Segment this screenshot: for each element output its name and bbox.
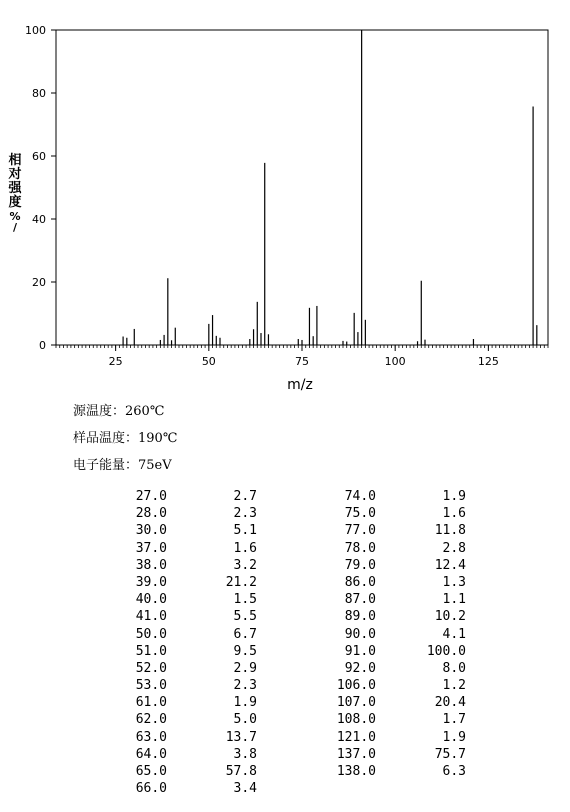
y-axis-label: 相对强度% / [8, 153, 22, 234]
x-tick-label: 50 [201, 355, 216, 368]
x-tick-label: 25 [108, 355, 123, 368]
table-cell: 78.0 [344, 540, 376, 556]
table-cell: 66.0 [135, 781, 167, 797]
table-cell: 2.9 [233, 660, 257, 676]
table-cell: 9.5 [233, 643, 257, 659]
table-cell: 20.4 [434, 695, 466, 711]
table-cell: 1.2 [442, 678, 466, 694]
table-cell: 1.6 [442, 506, 466, 522]
table-cell: 4.1 [442, 626, 466, 642]
table-cell: 106.0 [336, 678, 376, 694]
peak-bars [123, 30, 537, 345]
table-cell: 75.0 [344, 506, 376, 522]
table-cell: 77.0 [344, 523, 376, 539]
table-cell: 57.8 [225, 764, 257, 779]
table-cell: 92.0 [344, 660, 376, 676]
sample-temperature: 样品温度：190℃ [73, 431, 178, 446]
table-cell: 6.7 [233, 626, 257, 642]
table-cell: 3.8 [233, 746, 257, 762]
table-cell: 87.0 [344, 592, 376, 608]
table-cell: 1.7 [442, 712, 466, 728]
table-cell: 2.7 [233, 489, 257, 504]
x-tick-label: 100 [384, 355, 406, 368]
table-cell: 64.0 [135, 746, 167, 762]
table-cell: 1.9 [442, 489, 466, 504]
y-tick-label: 80 [32, 87, 46, 100]
table-cell: 5.5 [233, 609, 257, 625]
table-cell: 1.3 [442, 574, 466, 590]
table-cell: 41.0 [135, 609, 167, 625]
plot-frame [56, 30, 548, 345]
table-cell: 137.0 [336, 746, 376, 762]
table-cell: 1.6 [233, 540, 257, 556]
table-cell: 13.7 [225, 729, 257, 745]
table-cell: 8.0 [442, 660, 466, 676]
table-cell: 2.3 [233, 506, 257, 522]
table-cell: 3.2 [233, 557, 257, 573]
table-cell: 3.4 [233, 781, 257, 797]
y-tick-label: 20 [32, 276, 46, 289]
x-tick-label: 125 [477, 355, 499, 368]
y-tick-label: 100 [25, 24, 46, 37]
table-cell: 65.0 [135, 764, 167, 779]
table-cell: 27.0 [135, 489, 167, 504]
table-cell: 100.0 [426, 643, 466, 659]
table-cell: 1.5 [233, 592, 257, 608]
table-cell: 2.8 [442, 540, 466, 556]
table-cell: 37.0 [135, 540, 167, 556]
table-cell: 91.0 [344, 643, 376, 659]
table-cell: 40.0 [135, 592, 167, 608]
y-axis [25, 24, 56, 352]
table-cell: 21.2 [225, 574, 257, 590]
y-tick-label: 40 [32, 213, 46, 226]
x-axis-label: m/z [287, 377, 313, 393]
table-cell: 6.3 [442, 764, 466, 779]
table-cell: 79.0 [344, 557, 376, 573]
mz-column-left [136, 488, 167, 797]
y-tick-label: 0 [39, 339, 46, 352]
table-cell: 51.0 [135, 643, 167, 659]
table-cell: 62.0 [135, 712, 167, 728]
intensity-column-right [427, 488, 466, 780]
intensity-column-left [226, 488, 257, 797]
y-tick-label: 60 [32, 150, 46, 163]
table-cell: 53.0 [135, 678, 167, 694]
table-cell: 50.0 [135, 626, 167, 642]
table-cell: 1.1 [442, 592, 466, 608]
table-cell: 10.2 [434, 609, 466, 625]
table-cell: 11.8 [434, 523, 466, 539]
table-cell: 52.0 [135, 660, 167, 676]
electron-energy: 电子能量：75eV [73, 458, 172, 473]
table-cell: 63.0 [135, 729, 167, 745]
table-cell: 107.0 [336, 695, 376, 711]
table-cell: 74.0 [344, 489, 376, 504]
table-cell: 89.0 [344, 609, 376, 625]
table-cell: 61.0 [135, 695, 167, 711]
mass-spectrum-chart [0, 0, 570, 400]
table-cell: 39.0 [135, 574, 167, 590]
table-cell: 86.0 [344, 574, 376, 590]
table-cell: 121.0 [336, 729, 376, 745]
table-cell: 38.0 [135, 557, 167, 573]
table-cell: 28.0 [135, 506, 167, 522]
table-cell: 2.3 [233, 678, 257, 694]
table-cell: 30.0 [135, 523, 167, 539]
table-cell: 75.7 [434, 746, 466, 762]
mz-column-right [337, 488, 376, 780]
table-cell: 90.0 [344, 626, 376, 642]
x-tick-label: 75 [295, 355, 309, 368]
table-cell: 12.4 [434, 557, 466, 573]
table-cell: 5.1 [233, 523, 257, 539]
table-cell: 138.0 [336, 764, 376, 779]
table-cell: 5.0 [233, 712, 257, 728]
table-cell: 1.9 [233, 695, 257, 711]
table-cell: 1.9 [442, 729, 466, 745]
x-axis [109, 345, 499, 368]
source-temperature: 源温度：260℃ [73, 404, 165, 419]
table-cell: 108.0 [336, 712, 376, 728]
